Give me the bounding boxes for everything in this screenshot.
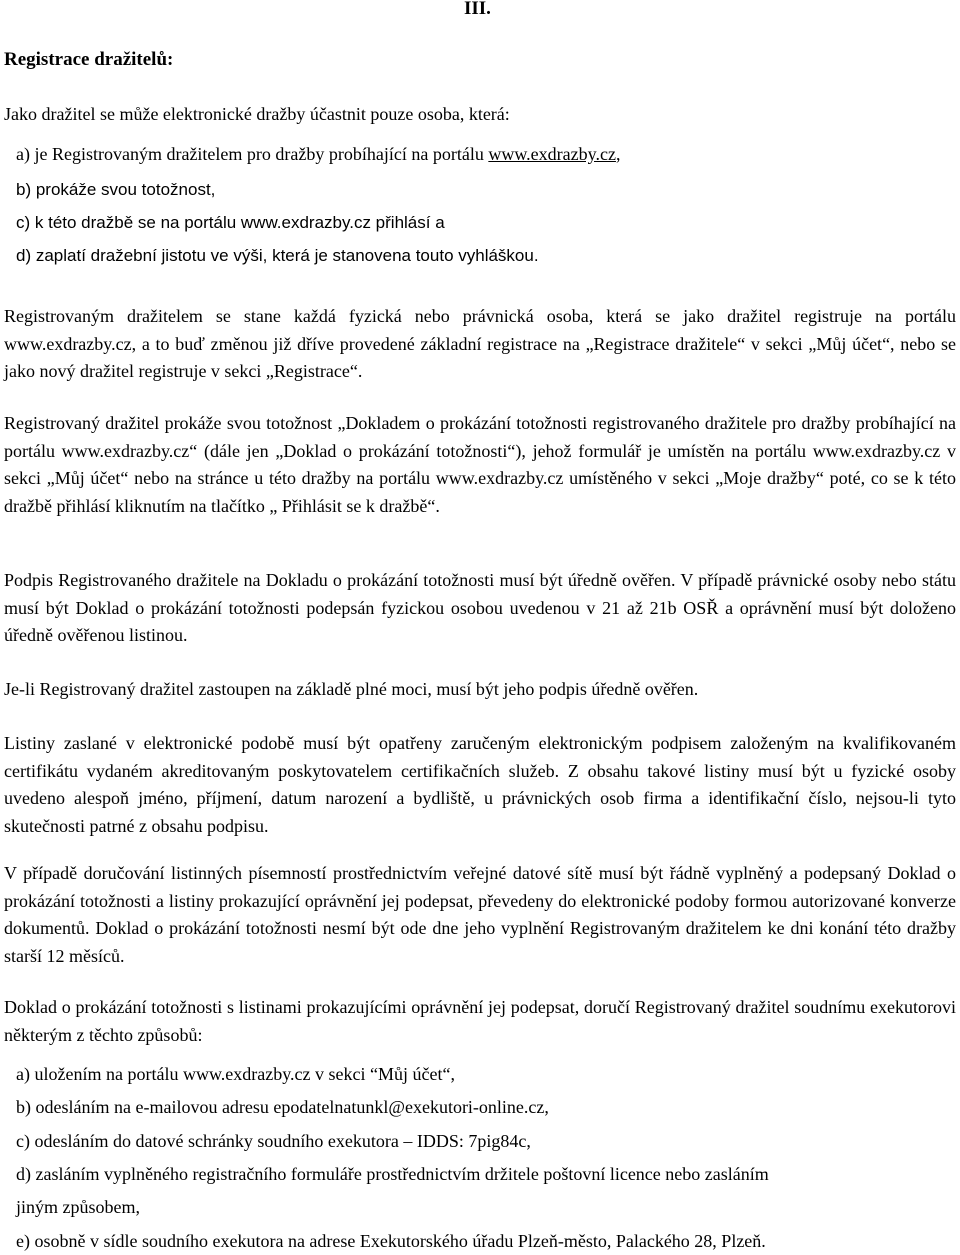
paragraph-electronic-documents: Listiny zaslané v elektronické podobě musí být opatřeny zaručeným elektronickým podpisem založeným na kvalifikovaném certifikátu vydaném akreditovaným poskytovatelem certifikačních služeb. Z obsahu takové listiny musí být u fyzické osoby uvedeno alespoň jméno, příjmení, datum narození a bydliště, u právnických osob firma a identifikační číslo, nejsou-li tyto skutečnosti patrné z obsahu podpisu.: [4, 733, 956, 836]
paragraph-signature: Podpis Registrovaného dražitele na Dokladu o prokázání totožnosti musí být úředně ověřen. V případě právnické osoby nebo státu musí být Doklad o prokázání totožnosti podepsán fyzickou osobou uvedenou v 21 až 21b OSŘ a oprávnění musí být doloženo úředně ověřenou listinou.: [4, 570, 956, 645]
paragraph-delivery-methods: Doklad o prokázání totožnosti s listinami prokazujícími oprávnění jej podepsat, doručí Registrovaný dražitel soudnímu exekutorovi některým z těchto způsobů:: [4, 997, 956, 1045]
paragraph-power-of-attorney: Je-li Registrovaný dražitel zastoupen na základě plné moci, musí být jeho podpis úředně ověřen.: [4, 679, 699, 699]
delivery-option-e: e) osobně v sídle soudního exekutora na adrese Exekutorského úřadu Plzeň-město, Palackého 28, Plzeň.: [16, 1231, 766, 1251]
section-number: III.: [464, 0, 491, 19]
delivery-option-b: b) odesláním na e-mailovou adresu epodatelnatunkl@exekutori-online.cz,: [16, 1097, 549, 1117]
condition-a-suffix: ,: [615, 144, 621, 164]
paragraph-identity: Registrovaný dražitel prokáže svou totožnost „Dokladem o prokázání totožnosti registrovaného dražitele pro dražby probíhající na portálu www.exdrazby.cz“ (dále jen „Doklad o prokázání totožnosti“), jehož formulář je umístěn na portálu www.exdrazby.cz v sekci „Můj účet“ nebo na stránce u této dražby na portálu www.exdrazby.cz umístěného v sekci „Moje dražby“ poté, co se k této dražbě přihlásí kliknutím na tlačítko „ Přihlásit se k dražbě“.: [4, 413, 956, 516]
delivery-option-a: a) uložením na portálu www.exdrazby.cz v sekci “Můj účet“,: [16, 1064, 455, 1084]
intro-text: Jako dražitel se může elektronické dražby účastnit pouze osoba, která:: [4, 104, 510, 124]
condition-d: d) zaplatí dražební jistotu ve výši, která je stanovena touto vyhláškou.: [16, 246, 539, 265]
exdrazby-link[interactable]: www.exdrazby.cz: [488, 144, 616, 164]
delivery-option-d: d) zasláním vyplněného registračního formuláře prostřednictvím držitele poštovní licence nebo zasláním: [16, 1164, 769, 1184]
condition-c: c) k této dražbě se na portálu www.exdrazby.cz přihlásí a: [16, 213, 445, 232]
paragraph-delivery-network: V případě doručování listinných písemností prostřednictvím veřejné datové sítě musí být řádně vyplněný a podepsaný Doklad o prokázání totožnosti a listiny prokazující oprávnění jej podepsat, převedeny do elektronické podoby formou autorizované konverze dokumentů. Doklad o prokázání totožnosti nesmí být ode dne jeho vyplnění Registrovaným dražitelem ke dni konání této dražby starší 12 měsíců.: [4, 863, 956, 966]
delivery-option-c: c) odesláním do datové schránky soudního exekutora – IDDS: 7pig84c,: [16, 1131, 531, 1151]
condition-b: b) prokáže svou totožnost,: [16, 180, 216, 199]
condition-a: [16, 144, 620, 165]
delivery-option-d-continued: jiným způsobem,: [16, 1197, 140, 1217]
paragraph-registration: Registrovaným dražitelem se stane každá fyzická nebo právnická osoba, která se jako dražitel registruje na portálu www.exdrazby.cz, a to buď změnou již dříve provedené základní registrace na „Registrace dražitele“ v sekci „Můj účet“, nebo se jako nový dražitel registruje v sekci „Registrace“.: [4, 306, 956, 381]
condition-a-text: a) je Registrovaným dražitelem pro dražby probíhající na portálu: [16, 144, 489, 164]
section-heading: Registrace dražitelů:: [4, 49, 174, 70]
